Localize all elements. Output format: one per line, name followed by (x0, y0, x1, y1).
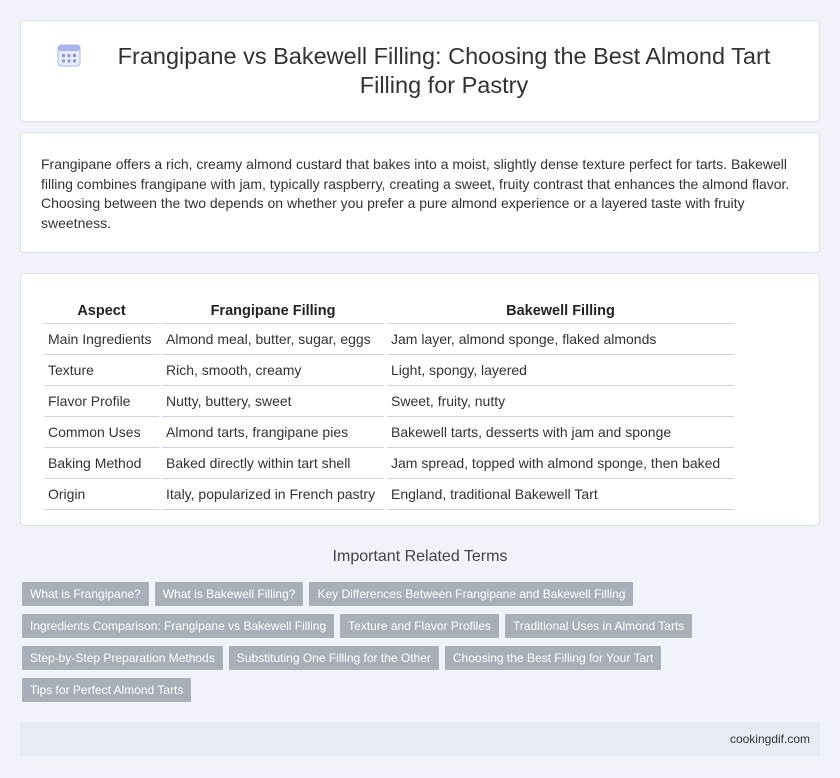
tag-link[interactable]: Texture and Flavor Profiles (340, 614, 499, 638)
tag-link[interactable]: Substituting One Filling for the Other (229, 646, 439, 670)
header-aspect: Aspect (44, 296, 159, 324)
cell-bakewell: Jam layer, almond sponge, flaked almonds (387, 324, 734, 355)
tag-link[interactable]: Traditional Uses in Almond Tarts (505, 614, 692, 638)
tag-link[interactable]: Tips for Perfect Almond Tarts (22, 678, 191, 702)
cell-frangipane: Almond tarts, frangipane pies (162, 417, 384, 448)
related-terms-title: Important Related Terms (332, 548, 508, 565)
intro-card (20, 132, 820, 253)
cell-frangipane: Baked directly within tart shell (162, 448, 384, 479)
header-frangipane: Frangipane Filling (162, 296, 384, 324)
comparison-table (41, 296, 737, 510)
table-header-row (44, 296, 734, 324)
footer-site[interactable]: cookingdif.com (729, 732, 810, 746)
cell-aspect: Texture (44, 355, 159, 386)
cell-frangipane: Almond meal, butter, sugar, eggs (162, 324, 384, 355)
cell-aspect: Main Ingredients (44, 324, 159, 355)
cell-bakewell: England, traditional Bakewell Tart (387, 479, 734, 510)
title-wrap (56, 42, 784, 100)
table-row (44, 355, 734, 386)
table-row (44, 324, 734, 355)
cell-aspect: Origin (44, 479, 159, 510)
cell-frangipane: Rich, smooth, creamy (162, 355, 384, 386)
cell-frangipane: Italy, popularized in French pastry (162, 479, 384, 510)
calendar-icon (56, 42, 82, 68)
cell-aspect: Common Uses (44, 417, 159, 448)
intro-text: Frangipane offers a rich, creamy almond custard that bakes into a moist, slightly dense texture perfect for tarts. Bakewell filling combines frangipane with jam, typically raspberry, creating a sweet, fruity contrast that enhances the almond flavor. Choosing between the two depends on whether you prefer a pure almond experience or a layered taste with fruity sweetness. (41, 156, 790, 231)
table-row (44, 386, 734, 417)
tag-link[interactable]: Key Differences Between Frangipane and Bakewell Filling (309, 582, 633, 606)
tag-link[interactable]: Step-by-Step Preparation Methods (22, 646, 223, 670)
tag-link[interactable]: Ingredients Comparison: Frangipane vs Bakewell Filling (22, 614, 334, 638)
header-bakewell: Bakewell Filling (387, 296, 734, 324)
table-row (44, 448, 734, 479)
related-tags (22, 582, 820, 710)
table-row (44, 417, 734, 448)
tag-link[interactable]: Choosing the Best Filling for Your Tart (445, 646, 662, 670)
table-card (20, 273, 820, 526)
cell-aspect: Flavor Profile (44, 386, 159, 417)
table-row (44, 479, 734, 510)
cell-bakewell: Bakewell tarts, desserts with jam and sponge (387, 417, 734, 448)
cell-bakewell: Sweet, fruity, nutty (387, 386, 734, 417)
tag-link[interactable]: What is Bakewell Filling? (155, 582, 304, 606)
title-card (20, 20, 820, 122)
page-title: Frangipane vs Bakewell Filling: Choosing the Best Almond Tart Filling for Pastry (117, 43, 771, 98)
cell-frangipane: Nutty, buttery, sweet (162, 386, 384, 417)
cell-aspect: Baking Method (44, 448, 159, 479)
tag-link[interactable]: What is Frangipane? (22, 582, 149, 606)
cell-bakewell: Light, spongy, layered (387, 355, 734, 386)
footer (20, 722, 820, 756)
cell-bakewell: Jam spread, topped with almond sponge, then baked (387, 448, 734, 479)
